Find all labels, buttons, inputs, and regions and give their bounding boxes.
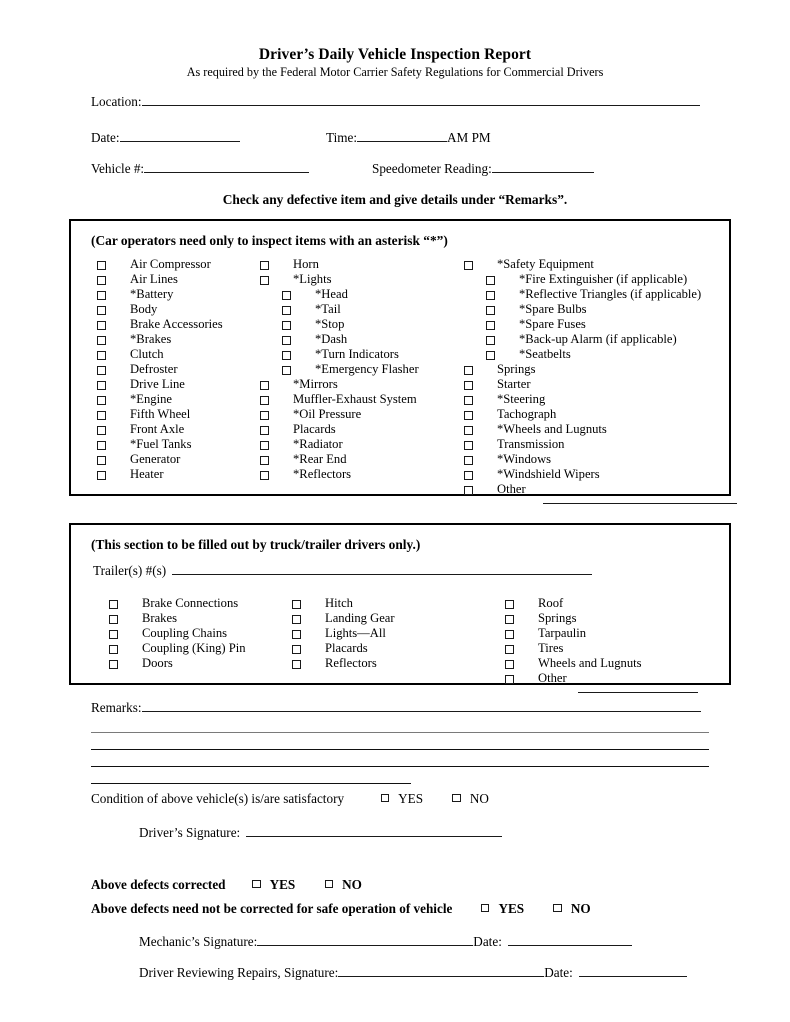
checklist-item-label: Air Lines xyxy=(130,272,178,286)
condition-satisfactory-label: Condition of above vehicle(s) is/are satisfactory xyxy=(91,791,345,806)
defects-not-corrected-yes-label: YES xyxy=(498,901,525,916)
checklist-item-label: *Dash xyxy=(315,332,348,346)
checklist-item-label: Springs xyxy=(497,362,536,376)
checklist-item-label: Tarpaulin xyxy=(538,626,587,640)
checklist-item xyxy=(505,626,715,641)
defects-corrected-row xyxy=(91,877,388,893)
remarks-field-row xyxy=(91,700,701,716)
checklist-item xyxy=(464,347,714,362)
checkbox-icon[interactable] xyxy=(97,381,106,390)
checkbox-icon[interactable] xyxy=(464,261,473,270)
checklist-item xyxy=(260,452,460,467)
checkbox-icon[interactable] xyxy=(464,486,473,495)
checklist-item-label: Brakes xyxy=(142,611,177,625)
checklist-item-label: *Tail xyxy=(315,302,341,316)
checkbox-icon[interactable] xyxy=(464,411,473,420)
reviewing-driver-date-label: Date: xyxy=(544,965,573,980)
remarks-input-line-5[interactable] xyxy=(91,783,411,784)
vehicle-field-row xyxy=(91,161,309,177)
reviewing-driver-signature-input[interactable] xyxy=(338,965,544,977)
checkbox-icon[interactable] xyxy=(97,456,106,465)
checklist-item xyxy=(464,422,714,437)
checklist-item xyxy=(260,377,460,392)
checklist-item xyxy=(260,272,460,287)
checkbox-icon[interactable] xyxy=(260,396,269,405)
checklist-item xyxy=(97,422,257,437)
checkbox-icon[interactable] xyxy=(260,261,269,270)
checklist-item xyxy=(505,671,715,686)
page-title: Driver’s Daily Vehicle Inspection Report xyxy=(258,46,532,63)
checklist-item xyxy=(109,656,289,671)
checklist-item-label: Placards xyxy=(293,422,336,436)
condition-yes-label: YES xyxy=(398,791,424,806)
checklist-item-label: Lights—All xyxy=(325,626,386,640)
checkbox-icon[interactable] xyxy=(464,456,473,465)
checklist-item-label: Wheels and Lugnuts xyxy=(538,656,642,670)
checklist-item xyxy=(97,407,257,422)
checkbox-icon[interactable] xyxy=(109,645,118,654)
checklist-item xyxy=(464,272,714,287)
checklist-item-label: *Oil Pressure xyxy=(293,407,362,421)
checkbox-icon[interactable] xyxy=(486,351,495,360)
checkbox-icon[interactable] xyxy=(260,471,269,480)
checklist-item xyxy=(260,317,460,332)
checklist-item-label: Brake Connections xyxy=(142,596,239,610)
other-input[interactable] xyxy=(578,682,698,693)
checkbox-icon[interactable] xyxy=(260,411,269,420)
checklist-item xyxy=(292,656,492,671)
checklist-item xyxy=(505,641,715,656)
checklist-item xyxy=(464,257,714,272)
checklist-item xyxy=(260,437,460,452)
page-subtitle: As required by the Federal Motor Carrier Safety Regulations for Commercial Drivers xyxy=(186,65,604,79)
checklist-item-label: Horn xyxy=(293,257,319,271)
checklist-item-label: Placards xyxy=(325,641,368,655)
checklist-item xyxy=(97,362,257,377)
checklist-item xyxy=(97,377,257,392)
trailer-checklist-column-1 xyxy=(109,596,289,671)
checklist-item-label: Body xyxy=(130,302,158,316)
checklist-item-label: Transmission xyxy=(497,437,565,451)
checklist-item-label: Air Compressor xyxy=(130,257,211,271)
date-field-row xyxy=(91,130,240,146)
checklist-item xyxy=(97,437,257,452)
checkbox-icon[interactable] xyxy=(464,471,473,480)
speedometer-label: Speedometer Reading: xyxy=(372,161,492,176)
trailer-numbers-field-row xyxy=(93,563,592,579)
driver-signature-label: Driver’s Signature: xyxy=(139,825,241,840)
defects-not-corrected-yes-checkbox[interactable] xyxy=(481,904,490,913)
checklist-item-label: *Head xyxy=(315,287,348,301)
condition-no-label: NO xyxy=(469,791,489,806)
checklist-item-label: Clutch xyxy=(130,347,164,361)
checkbox-icon[interactable] xyxy=(97,366,106,375)
vehicle-checklist-column-1 xyxy=(97,257,257,482)
checkbox-icon[interactable] xyxy=(486,321,495,330)
reviewing-driver-signature-row xyxy=(139,965,687,981)
checkbox-icon[interactable] xyxy=(109,660,118,669)
checkbox-icon[interactable] xyxy=(109,615,118,624)
checklist-item xyxy=(464,287,714,302)
checklist-item-label: Brake Accessories xyxy=(130,317,223,331)
checkbox-icon[interactable] xyxy=(282,306,291,315)
checkbox-icon[interactable] xyxy=(97,336,106,345)
checklist-item-label: *Rear End xyxy=(293,452,347,466)
defects-corrected-label: Above defects corrected xyxy=(91,877,226,892)
checkbox-icon[interactable] xyxy=(97,351,106,360)
checklist-item-label: *Fuel Tanks xyxy=(130,437,192,451)
checklist-item xyxy=(464,302,714,317)
checklist-item-label: *Battery xyxy=(130,287,174,301)
location-label: Location: xyxy=(91,94,142,109)
trailer-numbers-label: Trailer(s) #(s) xyxy=(93,563,167,578)
checkbox-icon[interactable] xyxy=(282,291,291,300)
checklist-item xyxy=(260,422,460,437)
checklist-item xyxy=(109,611,289,626)
checklist-item xyxy=(260,302,460,317)
trailer-numbers-input[interactable] xyxy=(172,563,592,575)
trailer-checklist-column-2 xyxy=(292,596,492,671)
checklist-item-label: Tires xyxy=(538,641,564,655)
checkbox-icon[interactable] xyxy=(464,381,473,390)
checklist-item-label: *Stop xyxy=(315,317,345,331)
checkbox-icon[interactable] xyxy=(260,456,269,465)
checklist-item xyxy=(260,467,460,482)
mechanic-date-label: Date: xyxy=(473,934,502,949)
checklist-item xyxy=(292,596,492,611)
checkbox-icon[interactable] xyxy=(292,600,301,609)
other-input[interactable] xyxy=(543,493,737,504)
checkbox-icon[interactable] xyxy=(260,426,269,435)
checklist-item xyxy=(464,452,714,467)
mechanic-signature-input[interactable] xyxy=(257,934,473,946)
checklist-item xyxy=(292,641,492,656)
condition-satisfactory-row xyxy=(91,791,515,807)
checkbox-icon[interactable] xyxy=(97,396,106,405)
checklist-item-label: Coupling Chains xyxy=(142,626,228,640)
checklist-item xyxy=(292,626,492,641)
checklist-item-label: *Seatbelts xyxy=(519,347,571,361)
mechanic-signature-label: Mechanic’s Signature: xyxy=(139,934,258,949)
defects-corrected-no-checkbox[interactable] xyxy=(325,880,334,889)
defects-corrected-no-label: NO xyxy=(342,877,362,892)
time-input[interactable] xyxy=(357,130,447,142)
checklist-item xyxy=(260,257,460,272)
trailer-checklist-box xyxy=(69,523,731,685)
checklist-item-label: Other xyxy=(497,482,526,496)
checkbox-icon[interactable] xyxy=(505,645,514,654)
checklist-item xyxy=(260,362,460,377)
checklist-item-label: Hitch xyxy=(325,596,353,610)
checklist-item-label: *Windows xyxy=(497,452,552,466)
speedometer-field-row xyxy=(372,161,594,177)
checklist-item xyxy=(97,467,257,482)
checklist-item-label: *Fire Extinguisher (if applicable) xyxy=(519,272,688,286)
checkbox-icon[interactable] xyxy=(109,600,118,609)
speedometer-input[interactable] xyxy=(492,161,594,173)
time-label: Time: xyxy=(326,130,358,145)
checkbox-icon[interactable] xyxy=(282,336,291,345)
time-field-row xyxy=(326,130,491,146)
trailer-checklist-heading: (This section to be filled out by truck/trailer drivers only.) xyxy=(91,537,421,552)
vehicle-checklist-column-2 xyxy=(260,257,460,482)
checklist-item xyxy=(260,392,460,407)
checklist-item xyxy=(505,656,715,671)
checkbox-icon[interactable] xyxy=(97,321,106,330)
checklist-item-label: *Steering xyxy=(497,392,546,406)
checkbox-icon[interactable] xyxy=(505,660,514,669)
checklist-item-label: *Engine xyxy=(130,392,172,406)
checklist-item-label: *Spare Bulbs xyxy=(519,302,587,316)
checklist-item-label: *Brakes xyxy=(130,332,172,346)
location-field-row xyxy=(91,94,700,110)
defects-not-corrected-no-checkbox[interactable] xyxy=(553,904,562,913)
checklist-item xyxy=(464,467,714,482)
checkbox-icon[interactable] xyxy=(97,426,106,435)
checklist-item-label: *Emergency Flasher xyxy=(315,362,419,376)
checkbox-icon[interactable] xyxy=(282,351,291,360)
checklist-item-label: Drive Line xyxy=(130,377,185,391)
checklist-item xyxy=(260,347,460,362)
checklist-item-label: Doors xyxy=(142,656,173,670)
vehicle-number-label: Vehicle #: xyxy=(91,161,145,176)
checklist-item xyxy=(97,392,257,407)
defects-corrected-yes-checkbox[interactable] xyxy=(252,880,261,889)
checklist-item-label: Defroster xyxy=(130,362,178,376)
checkbox-icon[interactable] xyxy=(505,630,514,639)
checkbox-icon[interactable] xyxy=(464,366,473,375)
checklist-item-label: *Mirrors xyxy=(293,377,338,391)
checklist-item-label: *Reflectors xyxy=(293,467,352,481)
reviewing-driver-date-input[interactable] xyxy=(579,965,687,977)
checklist-item xyxy=(109,641,289,656)
checkbox-icon[interactable] xyxy=(97,276,106,285)
checklist-item-label: *Radiator xyxy=(293,437,343,451)
checkbox-icon[interactable] xyxy=(292,660,301,669)
checkbox-icon[interactable] xyxy=(109,630,118,639)
checklist-item xyxy=(260,407,460,422)
checklist-item-label: Fifth Wheel xyxy=(130,407,191,421)
checklist-item xyxy=(109,596,289,611)
defects-corrected-yes-label: YES xyxy=(269,877,296,892)
checklist-item-label: *Wheels and Lugnuts xyxy=(497,422,607,436)
checklist-item-label: Coupling (King) Pin xyxy=(142,641,246,655)
checkbox-icon[interactable] xyxy=(505,675,514,684)
am-pm-label[interactable]: AM PM xyxy=(447,130,491,145)
defects-not-corrected-no-label: NO xyxy=(570,901,591,916)
checkbox-icon[interactable] xyxy=(486,336,495,345)
checklist-item xyxy=(97,257,257,272)
checklist-item-label: *Lights xyxy=(293,272,332,286)
date-input[interactable] xyxy=(120,130,240,142)
defects-not-corrected-row xyxy=(91,901,617,917)
remarks-input-line-2[interactable] xyxy=(91,732,709,733)
defects-not-corrected-label: Above defects need not be corrected for safe operation of vehicle xyxy=(91,901,453,916)
remarks-input-line-4[interactable] xyxy=(91,766,709,767)
checklist-item xyxy=(464,392,714,407)
checklist-item xyxy=(97,347,257,362)
checklist-item xyxy=(109,626,289,641)
checklist-item xyxy=(97,287,257,302)
checklist-item-label: Front Axle xyxy=(130,422,185,436)
checkbox-icon[interactable] xyxy=(97,411,106,420)
checklist-item xyxy=(464,362,714,377)
checklist-item-label: *Back-up Alarm (if applicable) xyxy=(519,332,677,346)
driver-signature-row xyxy=(139,825,502,841)
checkbox-icon[interactable] xyxy=(505,615,514,624)
mechanic-signature-row xyxy=(139,934,632,950)
checklist-item xyxy=(97,317,257,332)
checklist-item-label: Starter xyxy=(497,377,531,391)
checklist-item-label: Heater xyxy=(130,467,164,481)
checkbox-icon[interactable] xyxy=(260,381,269,390)
checkbox-icon[interactable] xyxy=(97,306,106,315)
checklist-item-label: *Reflective Triangles (if applicable) xyxy=(519,287,702,301)
checklist-item-label: *Spare Fuses xyxy=(519,317,586,331)
checklist-item xyxy=(464,482,714,497)
checklist-item xyxy=(464,377,714,392)
mechanic-date-input[interactable] xyxy=(508,934,632,946)
checklist-item-label: Other xyxy=(538,671,567,685)
checklist-item xyxy=(97,332,257,347)
checklist-item-label: Tachograph xyxy=(497,407,557,421)
condition-yes-checkbox[interactable] xyxy=(381,794,390,803)
remarks-label: Remarks: xyxy=(91,700,142,715)
checklist-item xyxy=(97,272,257,287)
vehicle-checklist-box xyxy=(69,219,731,496)
checkbox-icon[interactable] xyxy=(486,291,495,300)
checkbox-icon[interactable] xyxy=(97,291,106,300)
checkbox-icon[interactable] xyxy=(97,261,106,270)
checklist-item-label: Generator xyxy=(130,452,181,466)
checklist-item xyxy=(505,611,715,626)
checklist-item xyxy=(97,302,257,317)
checklist-item-label: Muffler-Exhaust System xyxy=(293,392,417,406)
checkbox-icon[interactable] xyxy=(282,366,291,375)
checklist-item xyxy=(505,596,715,611)
checkbox-icon[interactable] xyxy=(464,426,473,435)
checklist-item-label: Roof xyxy=(538,596,564,610)
location-input[interactable] xyxy=(142,94,700,106)
checkbox-icon[interactable] xyxy=(260,276,269,285)
checkbox-icon[interactable] xyxy=(282,321,291,330)
checkbox-icon[interactable] xyxy=(292,630,301,639)
instruction-note: Check any defective item and give details under “Remarks”. xyxy=(222,192,568,207)
checklist-item-label: *Windshield Wipers xyxy=(497,467,600,481)
checklist-item-label: Reflectors xyxy=(325,656,377,670)
checkbox-icon[interactable] xyxy=(292,645,301,654)
checkbox-icon[interactable] xyxy=(464,441,473,450)
remarks-input-line-1[interactable] xyxy=(142,700,701,712)
checklist-item xyxy=(464,437,714,452)
checkbox-icon[interactable] xyxy=(97,441,106,450)
checklist-item xyxy=(97,452,257,467)
checkbox-icon[interactable] xyxy=(486,276,495,285)
driver-signature-input[interactable] xyxy=(246,825,502,837)
vehicle-checklist-heading: (Car operators need only to inspect items with an asterisk “*”) xyxy=(91,233,448,248)
checkbox-icon[interactable] xyxy=(97,471,106,480)
checklist-item-label: *Turn Indicators xyxy=(315,347,399,361)
checklist-item-label: *Safety Equipment xyxy=(497,257,594,271)
remarks-input-line-3[interactable] xyxy=(91,749,709,750)
checklist-item-label: Springs xyxy=(538,611,577,625)
checklist-item xyxy=(260,287,460,302)
vehicle-checklist-column-3 xyxy=(464,257,714,497)
checkbox-icon[interactable] xyxy=(292,615,301,624)
checklist-item xyxy=(292,611,492,626)
reviewing-driver-label: Driver Reviewing Repairs, Signature: xyxy=(139,965,339,980)
checkbox-icon[interactable] xyxy=(486,306,495,315)
checkbox-icon[interactable] xyxy=(505,600,514,609)
condition-no-checkbox[interactable] xyxy=(452,794,461,803)
vehicle-number-input[interactable] xyxy=(144,161,309,173)
checklist-item xyxy=(260,332,460,347)
checklist-item xyxy=(464,317,714,332)
trailer-checklist-column-3 xyxy=(505,596,715,686)
checklist-item xyxy=(464,332,714,347)
checklist-item-label: Landing Gear xyxy=(325,611,395,625)
date-label: Date: xyxy=(91,130,120,145)
checkbox-icon[interactable] xyxy=(464,396,473,405)
checkbox-icon[interactable] xyxy=(260,441,269,450)
checklist-item xyxy=(464,407,714,422)
